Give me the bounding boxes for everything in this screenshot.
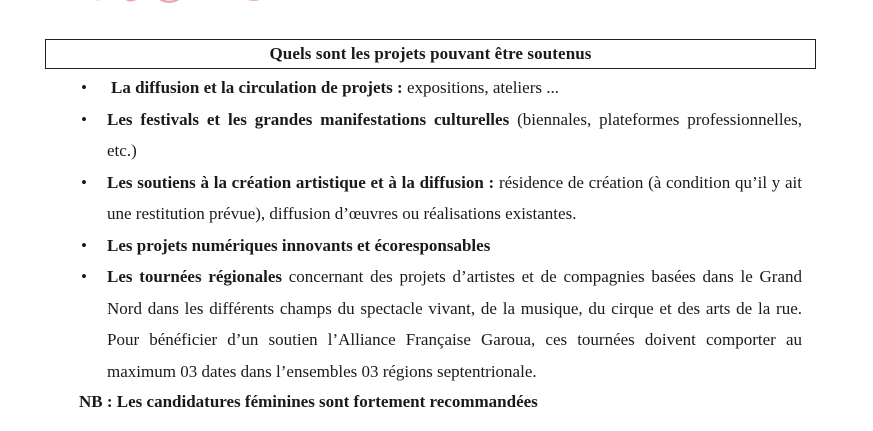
list-item bbox=[0, 167, 873, 230]
list-item-lead: Les soutiens à la création artistique et à la diffusion : bbox=[107, 172, 495, 192]
section-title: Quels sont les projets pouvant être soutenus bbox=[269, 44, 592, 63]
project-types-list bbox=[0, 72, 873, 387]
bullet-icon: • bbox=[81, 267, 87, 286]
list-item-detail: (biennales, plateformes professionnelles, etc.) bbox=[107, 109, 802, 160]
bullet-icon: • bbox=[81, 109, 87, 129]
list-item-lead: Les festivals et les grandes manifestations culturelles bbox=[107, 109, 510, 129]
list-item-detail: expositions, ateliers ... bbox=[402, 78, 559, 97]
list-item-text bbox=[111, 72, 806, 104]
bullet-icon: • bbox=[81, 235, 87, 255]
decorative-script-flourish bbox=[80, 0, 290, 8]
list-item-text bbox=[107, 261, 802, 387]
list-item-text bbox=[107, 230, 802, 262]
list-item-lead: Les projets numériques innovants et écoresponsables bbox=[107, 235, 491, 255]
list-item-lead: Les tournées régionales bbox=[107, 267, 282, 286]
list-item bbox=[0, 72, 873, 104]
list-item-text bbox=[107, 167, 802, 230]
list-item bbox=[0, 104, 873, 167]
list-item-detail: résidence de création (à condition qu’il y ait une restitution prévue), diffusion d’œuvres ou réalisations existantes. bbox=[107, 172, 802, 223]
section-title-box bbox=[45, 39, 816, 69]
bullet-icon: • bbox=[81, 172, 87, 192]
list-item bbox=[0, 261, 873, 387]
list-item-lead: La diffusion et la circulation de projets : bbox=[111, 78, 403, 97]
list-item-detail: concernant des projets d’artistes et de compagnies basées dans le Grand Nord dans les différents champs du spectacle vivant, de la musique, du cirque et des arts de la rue. Pour bénéficier d’un soutien l’Alliance Française Garoua, ces tournées doivent comporter au maximum 03 dates dans l’ensembles 03 régions septentrionale. bbox=[107, 267, 802, 381]
list-item bbox=[0, 230, 873, 262]
list-item-text bbox=[107, 104, 802, 167]
nb-note: NB : Les candidatures féminines sont fortement recommandées bbox=[79, 392, 538, 411]
bullet-icon: • bbox=[81, 78, 87, 97]
